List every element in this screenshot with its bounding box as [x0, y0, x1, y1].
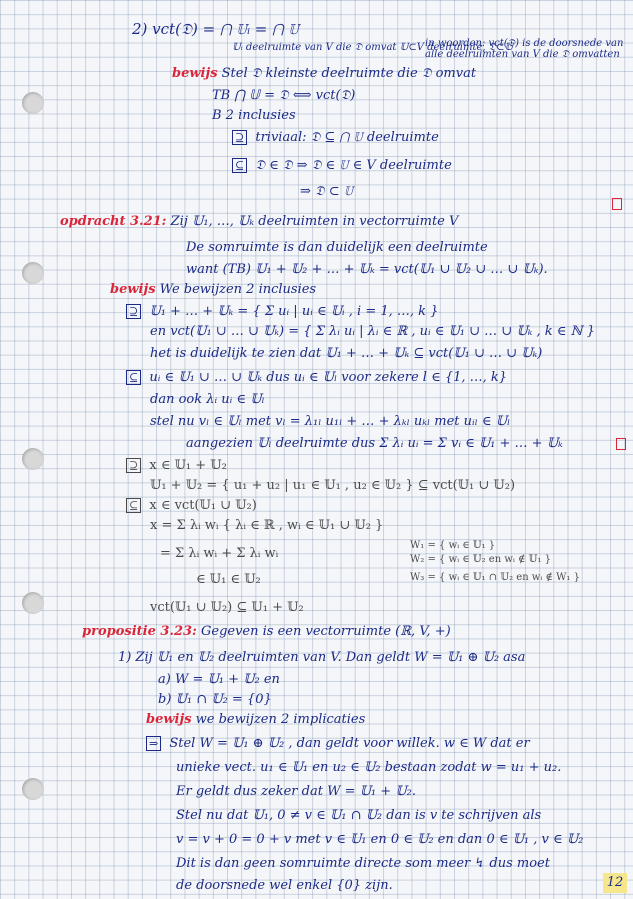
text-line: b) 𝕌₁ ∩ 𝕌₂ = {0}: [158, 692, 272, 707]
pencil-line: [126, 498, 257, 513]
punch-hole: [22, 262, 44, 284]
exercise-line: [60, 214, 458, 229]
proof-line: [146, 712, 365, 727]
tb-line: TB ⋂ 𝕌 = 𝔇 ⟺ vct(𝔇): [212, 88, 356, 103]
proposition-text: Gegeven is een vectorruimte (ℝ, V, +): [200, 624, 451, 639]
exercise-label: opdracht 3.21:: [60, 214, 167, 229]
pencil-side-note: W₃ = { wᵢ ∈ 𝕌₁ ∩ 𝕌₂ en wᵢ ∉ W₁ }: [410, 572, 580, 583]
pencil-line: [126, 458, 227, 473]
exercise-text: Zij 𝕌₁, …, 𝕌ₖ deelruimten in vectorruimte V: [170, 214, 459, 229]
text-line: a) W = 𝕌₁ + 𝕌₂ en: [158, 672, 280, 687]
proof-label: bewijs: [146, 712, 192, 727]
text-line: aangezien 𝕌ₗ deelruimte dus Σ λᵢ uᵢ = Σ vᵢ ∈ 𝕌₁ + … + 𝕌ₖ: [186, 436, 563, 451]
pencil-text: x ∈ vct(𝕌₁ ∪ 𝕌₂): [149, 498, 257, 513]
text-line: stel nu vₗ ∈ 𝕌ₗ met vₗ = λ₁ₗ u₁ₗ + … + λₖₗ uₖₗ met uᵢₗ ∈ 𝕌ₗ: [150, 414, 511, 429]
subset-box: ⊆: [232, 158, 247, 173]
punch-hole: [22, 448, 44, 470]
inclusion-line: [126, 370, 507, 385]
b-line: B 2 inclusies: [212, 108, 296, 123]
inclusion-line: [232, 130, 439, 145]
definition-line: 2) vct(𝔇) = ⋂ 𝕌ᵢ = ⋂ 𝕌: [132, 20, 300, 38]
text-line: Dit is dan geen somruimte directe som meer ↯ dus moet: [176, 856, 550, 871]
proof-label: bewijs: [110, 282, 156, 297]
pencil-line: ∈ 𝕌₁ ∈ 𝕌₂: [196, 572, 261, 587]
text-line: en vct(𝕌₁ ∪ … ∪ 𝕌ₖ) = { Σ λᵢ uᵢ | λᵢ ∈ ℝ , uᵢ ∈ 𝕌₁ ∪ … ∪ 𝕌ₖ , k ∈ ℕ }: [150, 324, 595, 339]
text-line: De somruimte is dan duidelijk een deelruimte: [186, 240, 488, 255]
proof-text: We bewijzen 2 inclusies: [159, 282, 317, 297]
punch-hole: [22, 92, 44, 114]
pencil-side-note: W₁ = { wᵢ ∈ 𝕌₁ }: [410, 540, 496, 551]
inclusion-line: [126, 304, 438, 319]
text-line: Stel nu dat 𝕌₁, 0 ≠ v ∈ 𝕌₁ ∩ 𝕌₂ dan is v te schrijven als: [176, 808, 542, 823]
superset-box: ⊇: [232, 130, 247, 145]
pencil-side-note: W₂ = { wᵢ ∈ 𝕌₂ en wᵢ ∉ 𝕌₁ }: [410, 554, 551, 565]
pencil-line: x = Σ λᵢ wᵢ { λᵢ ∈ ℝ , wᵢ ∈ 𝕌₁ ∪ 𝕌₂ }: [150, 518, 384, 533]
text-line: dan ook λᵢ uᵢ ∈ 𝕌ₗ: [150, 392, 265, 407]
inclusion-text: triviaal: 𝔇 ⊆ ⋂ 𝕌 deelruimte: [255, 130, 439, 145]
inclusion-text: 𝕌₁ + … + 𝕌ₖ = { Σ uᵢ | uᵢ ∈ 𝕌ᵢ , i = 1, …, k }: [149, 304, 439, 319]
proposition-label: propositie 3.23:: [82, 624, 197, 639]
superset-box: ⊇: [126, 304, 141, 319]
text-line: de doorsnede wel enkel {0} zijn.: [176, 878, 393, 893]
proposition-line: [82, 624, 451, 639]
implication-text: Stel W = 𝕌₁ ⊕ 𝕌₂ , dan geldt voor willek. w ∈ W dat er: [169, 736, 530, 751]
implication-box: ⇒: [146, 736, 161, 751]
proof-text: we bewijzen 2 implicaties: [195, 712, 366, 727]
definition-note: in woorden: vct(𝔇) is de doorsnede van alle deelruimten van V die 𝔇 omvatten: [425, 38, 624, 60]
proof-line: [110, 282, 316, 297]
text-line: het is duidelijk te zien dat 𝕌₁ + … + 𝕌ₖ ⊆ vct(𝕌₁ ∪ … ∪ 𝕌ₖ): [150, 346, 543, 361]
punch-hole: [22, 778, 44, 800]
end-of-proof-square: [612, 198, 622, 210]
text-line: want (TB) 𝕌₁ + 𝕌₂ + … + 𝕌ₖ = vct(𝕌₁ ∪ 𝕌₂ ∪ … ∪ 𝕌ₖ).: [186, 262, 548, 277]
text-line: Er geldt dus zeker dat W = 𝕌₁ + 𝕌₂.: [176, 784, 416, 799]
proof-line: [172, 66, 476, 81]
inclusion-text: uᵢ ∈ 𝕌₁ ∪ … ∪ 𝕌ₖ dus uᵢ ∈ 𝕌ₗ voor zekere l ∈ {1, …, k}: [149, 370, 508, 385]
page-number: 12: [603, 873, 627, 893]
implication-line: [146, 736, 530, 751]
pencil-text: x ∈ 𝕌₁ + 𝕌₂: [149, 458, 227, 473]
subset-box: ⊆: [126, 370, 141, 385]
inclusion-text: 𝔇 ∈ 𝔇 ⇒ 𝔇 ∈ 𝕌 ∈ V deelruimte: [255, 158, 452, 173]
text-line: unieke vect. u₁ ∈ 𝕌₁ en u₂ ∈ 𝕌₂ bestaan zodat w = u₁ + u₂.: [176, 760, 562, 775]
definition-subscript: 𝕌ᵢ deelruimte van V die 𝔇 omvat 𝕌⊂V deelruimte, 𝔇⊂𝕌: [232, 42, 514, 53]
superset-box: ⊇: [126, 458, 141, 473]
text-line: v = v + 0 = 0 + v met v ∈ 𝕌₁ en 0 ∈ 𝕌₂ en dan 0 ∈ 𝕌₁ , v ∈ 𝕌₂: [176, 832, 584, 847]
proof-label: bewijs: [172, 66, 218, 81]
pencil-line: 𝕌₁ + 𝕌₂ = { u₁ + u₂ | u₁ ∈ 𝕌₁ , u₂ ∈ 𝕌₂ } ⊆ vct(𝕌₁ ∪ 𝕌₂): [150, 478, 516, 493]
end-of-proof-square: [616, 438, 626, 450]
pencil-line: = Σ λᵢ wᵢ + Σ λᵢ wᵢ: [160, 546, 279, 561]
inclusion-line: [232, 158, 452, 173]
proof-text: Stel 𝔇 kleinste deelruimte die 𝔇 omvat: [221, 66, 477, 81]
pencil-line: vct(𝕌₁ ∪ 𝕌₂) ⊆ 𝕌₁ + 𝕌₂: [150, 600, 304, 615]
subset-box: ⊆: [126, 498, 141, 513]
punch-hole: [22, 592, 44, 614]
conclusion-line: ⇒ 𝔇 ⊂ 𝕌: [300, 184, 354, 199]
text-line: 1) Zij 𝕌₁ en 𝕌₂ deelruimten van V. Dan geldt W = 𝕌₁ ⊕ 𝕌₂ asa: [118, 650, 526, 665]
